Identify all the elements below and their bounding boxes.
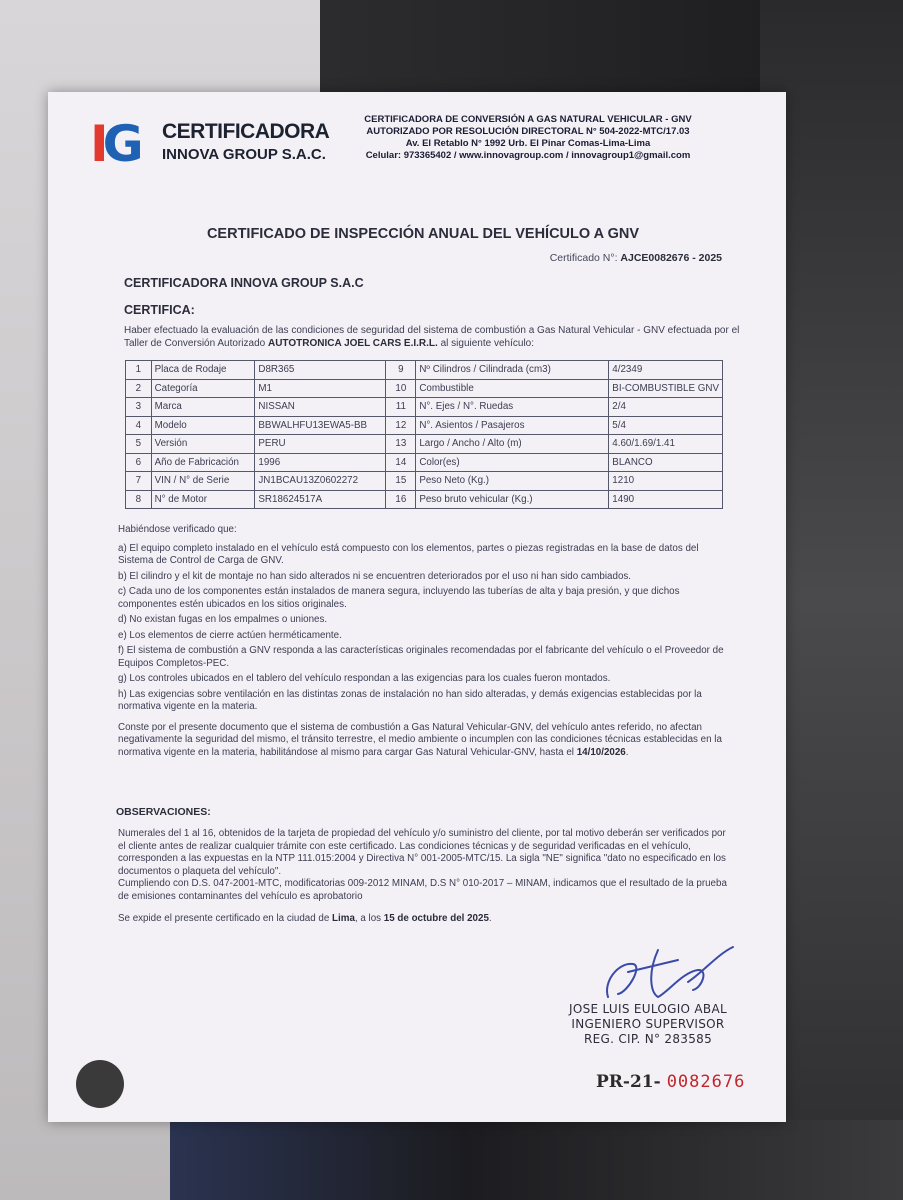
spec-value: NISSAN [255, 398, 386, 417]
vehicle-specs-table [125, 360, 723, 509]
letterhead-line3: Av. El Retablo N° 1992 Urb. El Pinar Comas-Lima-Lima [405, 138, 651, 149]
spec-label: Peso bruto vehicular (Kg.) [416, 490, 609, 509]
verifications-section [118, 524, 736, 762]
serial-value: 0082676 [666, 1072, 746, 1092]
certificate-number-value: AJCE0082676 - 2025 [620, 252, 722, 264]
spec-label: Color(es) [416, 453, 609, 472]
table-row [126, 416, 723, 435]
letterhead-line1: CERTIFICADORA DE CONVERSIÓN A GAS NATURAL VEHICULAR - GNV [364, 114, 692, 125]
spec-number: 9 [386, 361, 416, 380]
spec-label: N°. Ejes / N°. Ruedas [416, 398, 609, 417]
conste-end: . [625, 746, 629, 758]
logo-initials: IG [90, 115, 138, 173]
spec-label: Nº Cilindros / Cilindrada (cm3) [416, 361, 609, 380]
spec-label: Marca [151, 398, 255, 417]
background-bottom [170, 1120, 903, 1200]
table-row [126, 435, 723, 454]
spec-number: 13 [386, 435, 416, 454]
spec-value: 1996 [255, 453, 386, 472]
signatory-block [558, 1002, 738, 1047]
issued-paragraph [118, 913, 736, 926]
spec-label: Año de Fabricación [151, 453, 255, 472]
company-logo [90, 115, 330, 176]
intro-paragraph [124, 324, 744, 350]
letterhead [328, 114, 728, 162]
spec-number: 7 [126, 472, 152, 491]
spec-label: Placa de Rodaje [151, 361, 255, 380]
spec-label: N° de Motor [151, 490, 255, 509]
workshop-name: AUTOTRONICA JOEL CARS E.I.R.L. [267, 338, 438, 349]
signatory-role: INGENIERO SUPERVISOR [571, 1017, 725, 1031]
spec-number: 2 [126, 379, 152, 398]
letterhead-line4: Celular: 973365402 / www.innovagroup.com / innovagroup1@gmail.com [365, 150, 691, 161]
issued-city: Lima [332, 913, 355, 924]
certificate-number-label: Certificado N°: [549, 252, 618, 264]
issued-end: . [488, 913, 492, 924]
spec-number: 3 [126, 398, 152, 417]
spec-number: 4 [126, 416, 152, 435]
spec-number: 14 [386, 453, 416, 472]
certificate-paper [48, 92, 786, 1122]
document-title: CERTIFICADO DE INSPECCIÓN ANUAL DEL VEHÍCULO A GNV [206, 226, 640, 242]
spec-label: Largo / Ancho / Alto (m) [416, 435, 609, 454]
table-row [126, 398, 723, 417]
table-row [126, 453, 723, 472]
observations-heading: OBSERVACIONES: [116, 806, 211, 818]
spec-value: BI-COMBUSTIBLE GNV [609, 379, 723, 398]
verification-item: g) Los controles ubicados en el tablero del vehículo respondan a las exigencias para los cuales fueron montados. [118, 673, 611, 684]
table-row [126, 472, 723, 491]
spec-number: 15 [386, 472, 416, 491]
verification-item: a) El equipo completo instalado en el vehículo está compuesto con los elementos, partes o piezas registradas en la base de datos del Sistema de Control de Carga de GNV. [118, 542, 699, 566]
logo-name-line2: INNOVA GROUP S.A.C. [162, 146, 326, 163]
conste-paragraph [118, 722, 736, 760]
spec-value: JN1BCAU13Z0602272 [255, 472, 386, 491]
spec-label: Combustible [416, 379, 609, 398]
verification-item: f) El sistema de combustión a GNV responda a las características originales recomendadas por el fabricante del vehículo o el Proveedor de Equipos Completos-PEC. [118, 645, 724, 669]
spec-value: 5/4 [609, 416, 723, 435]
spec-number: 1 [126, 361, 152, 380]
table-row [126, 490, 723, 509]
issued-text2: , a los [354, 913, 384, 924]
observations-p2: Cumpliendo con D.S. 047-2001-MTC, modificatorias 009-2012 MINAM, D.S N° 010-2017 – MINAM, indicamos que el resultado de la prueba de emisiones contaminantes del vehículo es aprobatorio [118, 878, 727, 902]
verification-item: h) Las exigencias sobre ventilación en las distintas zonas de instalación no han sido alteradas, y demás exigencias establecidas por la normativa vigente en la materia. [118, 688, 702, 712]
spec-value: 2/4 [609, 398, 723, 417]
spec-number: 5 [126, 435, 152, 454]
valid-until-date: 14/10/2026 [576, 746, 626, 758]
spec-number: 8 [126, 490, 152, 509]
table-row [126, 361, 723, 380]
spec-label: Peso Neto (Kg.) [416, 472, 609, 491]
conste-text: Conste por el presente documento que el sistema de combustión a Gas Natural Vehicular-GNV, del vehículo antes referido, no afectan negativamente la seguridad del mismo, el tránsito terrestre, el medio ambiente o incumplen con las condiciones técnicas establecidas en la normativa vigente en la materia, habilitándose al mismo para cargar Gas Natural Vehicular-GNV, hasta el [118, 721, 722, 758]
spec-label: VIN / N° de Serie [151, 472, 255, 491]
spec-value: D8R365 [255, 361, 386, 380]
company-name: CERTIFICADORA INNOVA GROUP S.A.C [124, 276, 364, 290]
spec-label: Versión [151, 435, 255, 454]
spec-value: M1 [255, 379, 386, 398]
spec-value: BLANCO [609, 453, 723, 472]
verification-item: e) Los elementos de cierre actúen herméticamente. [118, 629, 342, 641]
verification-item: d) No existan fugas en los empalmes o uniones. [118, 614, 328, 625]
verification-item: c) Cada uno de los componentes están instalados de manera segura, incluyendo las tuberías de alta y baja presión, y que dichos componentes estén ubicados en los sitios originales. [118, 586, 680, 610]
signatory-registration: REG. CIP. N° 283585 [583, 1032, 713, 1046]
spec-number: 11 [386, 398, 416, 417]
logo-name-line1: CERTIFICADORA [162, 120, 330, 143]
spec-value: PERU [255, 435, 386, 454]
issued-text: Se expide el presente certificado en la ciudad de [118, 913, 333, 924]
verification-list [118, 543, 736, 714]
spec-label: N°. Asientos / Pasajeros [416, 416, 609, 435]
spec-number: 6 [126, 453, 152, 472]
spec-label: Modelo [151, 416, 255, 435]
intro-text-end: al siguiente vehículo: [437, 338, 534, 349]
spec-value: BBWALHFU13EWA5-BB [255, 416, 386, 435]
observations-section [118, 828, 736, 929]
spec-value: 4.60/1.69/1.41 [609, 435, 723, 454]
serial-number [596, 1072, 745, 1092]
verification-item: b) El cilindro y el kit de montaje no han sido alterados ni se encuentren deteriorados por el uso ni han sido cambiados. [118, 570, 632, 582]
observations-p1: Numerales del 1 al 16, obtenidos de la tarjeta de propiedad del vehículo y/o suministro del cliente, por tal motivo deberán ser verificados por el cliente antes de realizar cualquier trámite con este certificado. Las condiciones técnicas y de seguridad verificadas en el vehículo, corresponden a las expuestas en la NTP 111.015:2004 y Directiva N° 001-2005-MTC/15. La sigla "NE" significa "dato no especificado en los documentos o plaqueta del vehículo". [118, 828, 726, 877]
spec-value: 1490 [609, 490, 723, 509]
punch-hole [76, 1060, 124, 1108]
spec-value: 1210 [609, 472, 723, 491]
verified-intro: Habiéndose verificado que: [118, 524, 237, 535]
issued-date: 15 de octubre del 2025 [383, 913, 489, 924]
spec-value: 4/2349 [609, 361, 723, 380]
table-row [126, 379, 723, 398]
spec-number: 10 [386, 379, 416, 398]
certificate-number [550, 252, 722, 264]
serial-prefix: PR-21- [596, 1072, 661, 1092]
intro-text: Haber efectuado la evaluación de las condiciones de seguridad del sistema de combustión a Gas Natural Vehicular - GNV efectuada por el Taller de Conversión Autorizado [124, 325, 740, 349]
spec-number: 12 [386, 416, 416, 435]
spec-value: SR18624517A [255, 490, 386, 509]
spec-label: Categoría [151, 379, 255, 398]
certifica-heading: CERTIFICA: [124, 303, 195, 317]
signatory-name: JOSE LUIS EULOGIO ABAL [569, 1002, 727, 1016]
letterhead-line2: AUTORIZADO POR RESOLUCIÓN DIRECTORAL N° 504-2022-MTC/17.03 [366, 126, 690, 137]
spec-number: 16 [386, 490, 416, 509]
